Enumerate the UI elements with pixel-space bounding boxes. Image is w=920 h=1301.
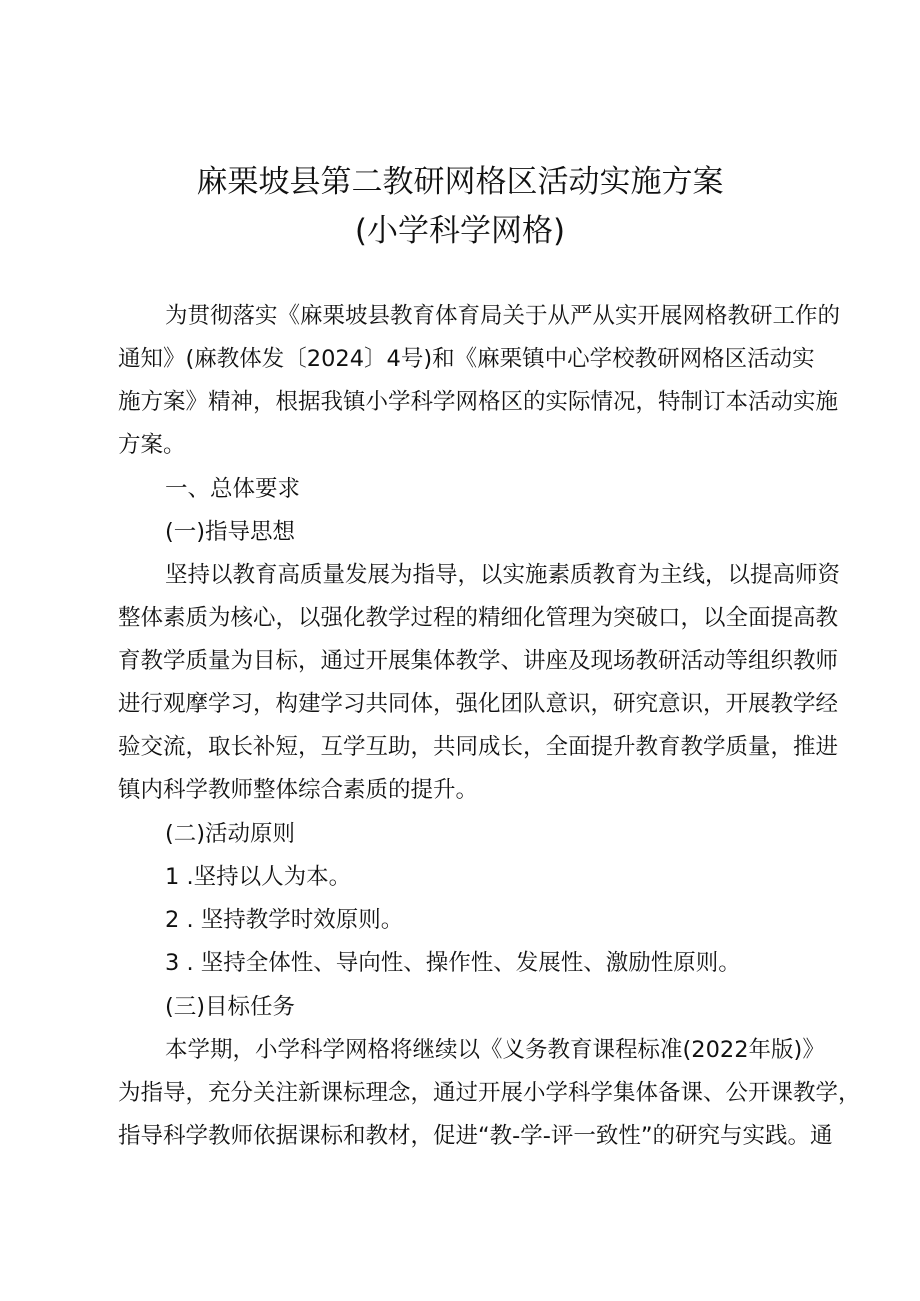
subsection-heading: (一)指导思想 <box>165 519 296 545</box>
subsection-heading: (二)活动原则 <box>165 821 296 847</box>
body-line: 镇内科学教师整体综合素质的提升。 <box>118 777 479 803</box>
intro-line: 为贯彻落实《麻栗坡县教育体育局关于从严从实开展网格教研工作的 <box>165 303 841 329</box>
principle-item: 1 .坚持以人为本。 <box>165 864 352 890</box>
body-line: 育教学质量为目标，通过开展集体教学、讲座及现场教研活动等组织教师 <box>118 648 839 674</box>
body-line: 本学期，小学科学网格将继续以《义务教育课程标准(2022年版)》 <box>165 1037 825 1063</box>
body-line: 为指导，充分关注新课标理念，通过开展小学科学集体备课、公开课教学， <box>118 1080 861 1106</box>
body-line: 整体素质为核心，以强化教学过程的精细化管理为突破口，以全面提高教 <box>118 605 839 631</box>
intro-line: 施方案》精神，根据我镇小学科学网格区的实际情况，特制订本活动实施 <box>118 389 839 415</box>
principle-item: 2 . 坚持教学时效原则。 <box>165 907 404 933</box>
document-title: 麻栗坡县第二教研网格区活动实施方案 <box>196 164 724 200</box>
body-line: 指导科学教师依据课标和教材，促进“教-学-评一致性”的研究与实践。通 <box>118 1123 833 1149</box>
intro-line: 方案。 <box>118 432 186 458</box>
intro-line: 通知》(麻教体发〔2024〕4号)和《麻栗镇中心学校教研网格区活动实 <box>118 346 815 372</box>
body-line: 验交流，取长补短，互学互助，共同成长，全面提升教育教学质量，推进 <box>118 734 839 760</box>
body-line: 进行观摩学习，构建学习共同体，强化团队意识，研究意识，开展教学经 <box>118 691 839 717</box>
subsection-heading: (三)目标任务 <box>165 994 296 1020</box>
document-subtitle: (小学科学网格) <box>354 213 566 249</box>
principle-item: 3 . 坚持全体性、导向性、操作性、发展性、激励性原则。 <box>165 950 741 976</box>
section-heading: 一、总体要求 <box>165 476 301 502</box>
body-line: 坚持以教育高质量发展为指导，以实施素质教育为主线，以提高师资 <box>165 562 841 588</box>
